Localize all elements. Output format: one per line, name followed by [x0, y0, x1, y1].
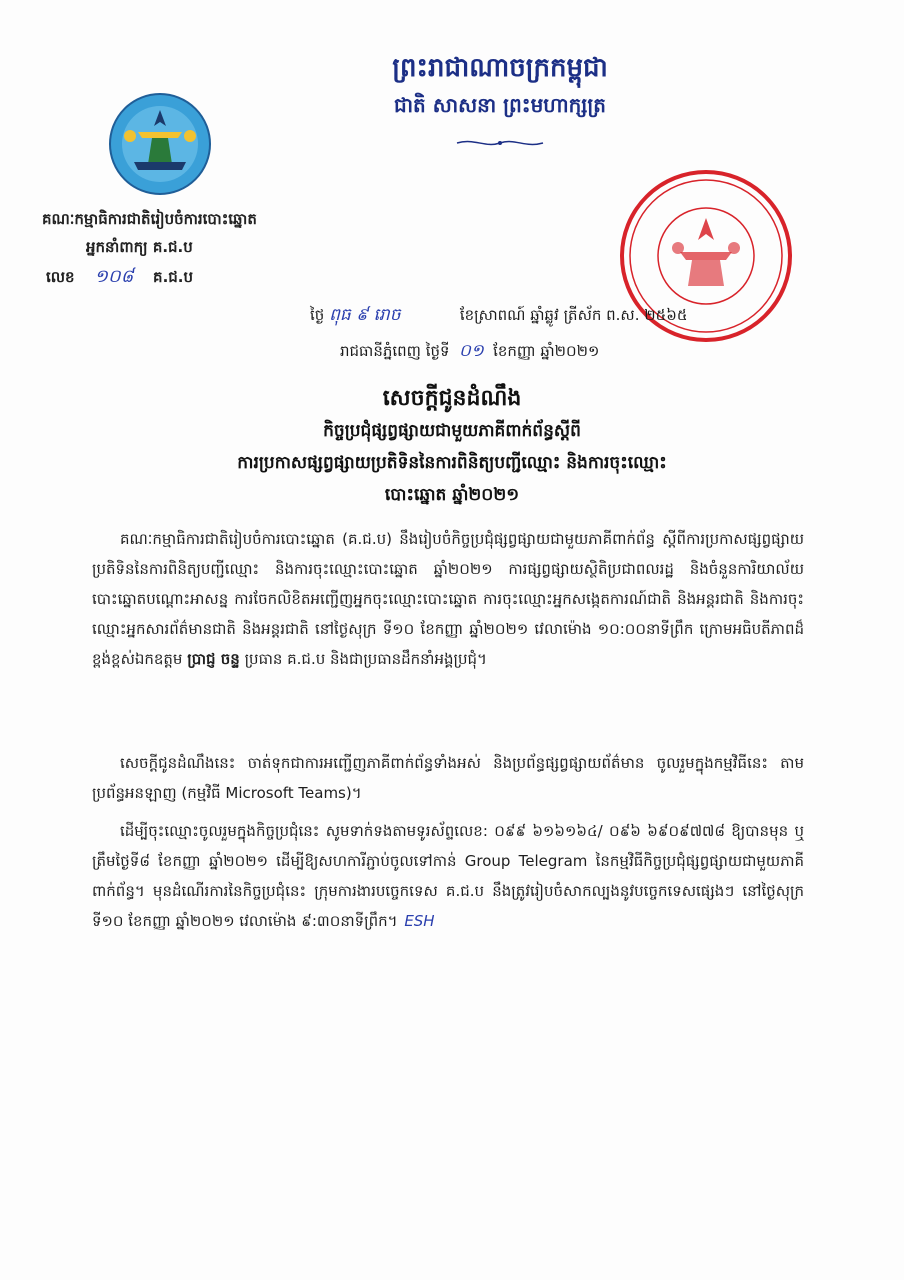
lunar-date [310, 304, 687, 329]
department-name: អ្នកនាំពាក្យ គ.ជ.ប [86, 238, 193, 256]
document-title: សេចក្តីជូនដំណឹង [382, 386, 522, 411]
reference-suffix: គ.ជ.ប [153, 268, 194, 286]
kingdom-heading: ព្រះរាជាណាចក្រកម្ពុជា [392, 53, 608, 83]
paragraph-1-text-end: ប្រធាន គ.ជ.ប និងជាប្រធានដឹកនាំអង្គប្រជុំ។ [244, 650, 487, 668]
paragraph-1-text: គណៈកម្មាធិការជាតិរៀបចំការបោះឆ្នោត (គ.ជ.ប) នឹងរៀបចំកិច្ចប្រជុំផ្សព្វផ្សាយជាមួយភាគីពាក់ព័ន្ធ ស្តីពីការប្រកាសផ្សព្វផ្សាយប្រតិទិននៃការពិនិត្យបញ្ជីឈ្មោះ និងការចុះឈ្មោះបោះឆ្នោត ឆ្នាំ២០២១ ការផ្សព្វផ្សាយស្ថិតិប្រជាពលរដ្ឋ និងចំនួនការិយាល័យបោះឆ្នោតបណ្ដោះអាសន្ន ការចែកលិខិតអញ្ជើញអ្នកចុះឈ្មោះបោះឆ្នោត ការចុះឈ្មោះអ្នកសង្កេតការណ៍ជាតិ និងអន្តរជាតិ និងការចុះឈ្មោះអ្នកសារព័ត៌មានជាតិ និងអន្តរជាតិ នៅថ្ងៃសុក្រ ទី១០ ខែកញ្ញា ឆ្នាំ២០២១ វេលាម៉ោង ១០:០០នាទីព្រឹក ក្រោមអធិបតីភាពដ៏ខ្ពង់ខ្ពស់ឯកឧត្តម [92, 530, 804, 668]
body-paragraph-2: សេចក្តីជូនដំណឹងនេះ ចាត់ទុកជាការអញ្ជើញភាគីពាក់ព័ន្ធទាំងអស់ និងប្រព័ន្ធផ្សព្វផ្សាយព័ត៌មាន ចូលរួមក្នុងកម្មវិធីនេះ តាមប្រព័ន្ធអនឡាញ (កម្មវិធី Microsoft Teams)។ [92, 754, 804, 802]
lunar-date-rest: ខែស្រាពណ៍ ឆ្នាំឆ្លូវ ត្រីស័ក ព.ស. ២៥៦៥ [459, 306, 688, 324]
paragraph-3-text: ដើម្បីចុះឈ្មោះចូលរួមក្នុងកិច្ចប្រជុំនេះ សូមទាក់ទងតាមទូរស័ព្ទលេខ: ០៩៩ ៦១៦១៦៤/ ០៩៦ ៦៩០៩៧៧៨ ឱ្យបានមុន ឬត្រឹមថ្ងៃទី៨ ខែកញ្ញា ឆ្នាំ២០២១ ដើម្បីឱ្យសហការីភ្ជាប់ចូលទៅកាន់ Group Telegram នៃកម្មវិធីកិច្ចប្រជុំផ្សព្វផ្សាយជាមួយភាគីពាក់ព័ន្ធ។ មុនដំណើរការនៃកិច្ចប្រជុំនេះ ក្រុមការងារបច្ចេកទេស គ.ជ.ប នឹងត្រូវរៀបចំសាកល្បងនូវបច្ចេកទេសផ្សេងៗ នៅថ្ងៃសុក្រ ទី១០ ខែកញ្ញា ឆ្នាំ២០២១ វេលាម៉ោង ៩:៣០នាទីព្រឹក។ [92, 822, 804, 930]
solar-date-prefix: រាជធានីភ្នំពេញ ថ្ងៃទី [340, 342, 450, 360]
solar-date [340, 340, 599, 365]
body-paragraph-3 [92, 816, 804, 936]
nec-emblem-logo-icon [108, 92, 212, 196]
document-subtitle-line-2: ការប្រកាសផ្សព្វផ្សាយប្រតិទិននៃការពិនិត្យបញ្ជីឈ្មោះ និងការចុះឈ្មោះ [237, 453, 667, 473]
decorative-divider-icon [455, 136, 545, 150]
lunar-date-handwritten: ពុធ ៩ រោច [329, 305, 401, 325]
national-motto: ជាតិ សាសនា ព្រះមហាក្សត្រ [394, 93, 606, 117]
document-subtitle-line-3: បោះឆ្នោត ឆ្នាំ២០២១ [384, 485, 520, 505]
document-subtitle-line-1: កិច្ចប្រជុំផ្សព្វផ្សាយជាមួយភាគីពាក់ព័ន្ធស្តីពី [323, 421, 581, 441]
chair-name: ប្រាជ្ញ ចន្ទ [187, 650, 240, 668]
reference-number-handwritten: ១០៨ [94, 266, 134, 287]
solar-date-day: ០១ [458, 341, 484, 361]
solar-date-rest: ខែកញ្ញា ឆ្នាំ២០២១ [493, 342, 600, 360]
reference-number [46, 264, 193, 291]
handwritten-initials: ESH [404, 912, 435, 930]
reference-label: លេខ [46, 268, 75, 286]
lunar-date-prefix: ថ្ងៃ [310, 306, 325, 324]
organization-name: គណៈកម្មាធិការជាតិរៀបចំការបោះឆ្នោត [42, 210, 257, 228]
body-paragraph-1 [92, 524, 804, 674]
